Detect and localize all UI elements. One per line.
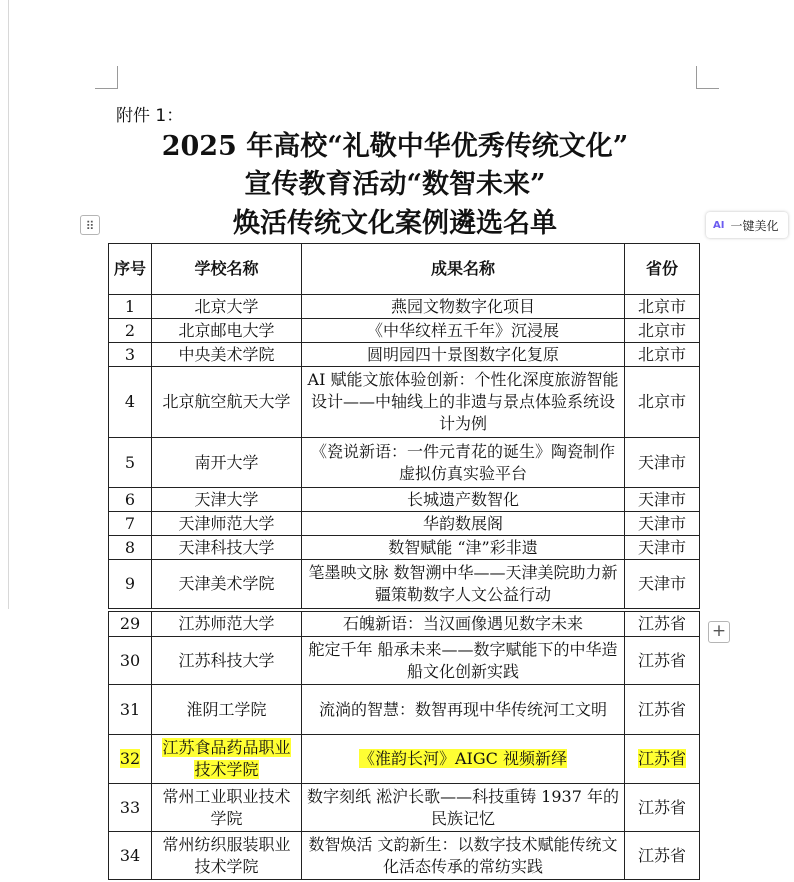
row-province: 天津市 [625, 536, 700, 560]
crop-mark-top-left [95, 66, 118, 89]
row-index: 33 [109, 784, 152, 832]
table-row [109, 343, 700, 367]
table-row [109, 488, 700, 512]
row-index: 2 [109, 319, 152, 343]
row-achievement: 笔墨映文脉 数智溯中华——天津美院助力新疆策勒数字人文公益行动 [302, 560, 625, 609]
header-achievement: 成果名称 [302, 244, 625, 295]
ai-icon: AI [713, 219, 725, 231]
attachment-label: 附件 1： [116, 106, 184, 126]
row-school [152, 735, 302, 784]
table-row [109, 295, 700, 319]
row-province: 北京市 [625, 343, 700, 367]
row-school: 北京大学 [152, 295, 302, 319]
table-row [109, 637, 700, 685]
row-achievement: 石魄新语：当汉画像遇见数字未来 [302, 612, 625, 637]
row-index: 6 [109, 488, 152, 512]
title-line-3: 焕活传统文化案例遴选名单 [233, 208, 557, 239]
table-row [109, 367, 700, 438]
row-province: 天津市 [625, 488, 700, 512]
table-row [109, 512, 700, 536]
beautify-label: 一键美化 [730, 218, 779, 233]
table-row [109, 832, 700, 880]
row-province: 江苏省 [625, 637, 700, 685]
row-achievement [302, 735, 625, 784]
row-index: 4 [109, 367, 152, 438]
row-province: 天津市 [625, 438, 700, 488]
row-achievement: 《瓷说新语：一件元青花的诞生》陶瓷制作虚拟仿真实验平台 [302, 438, 625, 488]
row-index: 3 [109, 343, 152, 367]
add-row-icon[interactable]: + [708, 621, 730, 643]
header-school: 学校名称 [152, 244, 302, 295]
row-school: 常州纺织服装职业技术学院 [152, 832, 302, 880]
highlighted-text: 江苏省 [637, 749, 686, 768]
row-index: 5 [109, 438, 152, 488]
row-province: 江苏省 [625, 832, 700, 880]
table-row-highlighted [109, 735, 700, 784]
row-province: 北京市 [625, 319, 700, 343]
one-click-beautify-button[interactable] [706, 212, 788, 238]
row-achievement: 圆明园四十景图数字化复原 [302, 343, 625, 367]
row-province: 江苏省 [625, 784, 700, 832]
row-province: 江苏省 [625, 612, 700, 637]
header-index: 序号 [109, 244, 152, 295]
table-row [109, 784, 700, 832]
page-left-edge [8, 0, 9, 610]
row-achievement: AI 赋能文旅体验创新：个性化深度旅游智能设计——中轴线上的非遗与景点体验系统设计为例 [302, 367, 625, 438]
row-province: 北京市 [625, 295, 700, 319]
row-achievement: 华韵数展阁 [302, 512, 625, 536]
row-province [625, 735, 700, 784]
table-header-row [109, 244, 700, 295]
row-index: 8 [109, 536, 152, 560]
row-school: 江苏师范大学 [152, 612, 302, 637]
header-province: 省份 [625, 244, 700, 295]
row-school: 淮阴工学院 [152, 685, 302, 735]
row-achievement: 燕园文物数字化项目 [302, 295, 625, 319]
case-list-table-top [108, 243, 700, 609]
table-row [109, 560, 700, 609]
row-school: 天津美术学院 [152, 560, 302, 609]
table-row [109, 536, 700, 560]
row-achievement: 长城遗产数智化 [302, 488, 625, 512]
row-school: 天津师范大学 [152, 512, 302, 536]
row-province: 北京市 [625, 367, 700, 438]
row-school: 中央美术学院 [152, 343, 302, 367]
highlighted-text: 32 [119, 749, 141, 768]
title-line-2: 宣传教育活动“数智未来” [244, 169, 546, 200]
row-index: 29 [109, 612, 152, 637]
row-index: 34 [109, 832, 152, 880]
row-school: 北京航空航天大学 [152, 367, 302, 438]
row-school: 江苏科技大学 [152, 637, 302, 685]
table-row [109, 612, 700, 637]
row-achievement: 数智焕活 文韵新生：以数字技术赋能传统文化活态传承的常纺实践 [302, 832, 625, 880]
row-province: 江苏省 [625, 685, 700, 735]
table-row [109, 685, 700, 735]
table-row [109, 319, 700, 343]
table-move-handle-icon[interactable]: ⠿ [80, 215, 100, 235]
row-achievement: 数智赋能 “津”彩非遗 [302, 536, 625, 560]
row-index: 1 [109, 295, 152, 319]
row-achievement: 数字刻纸 淞沪长歌——科技重铸 1937 年的民族记忆 [302, 784, 625, 832]
highlighted-text: 江苏食品药品职业技术学院 [162, 738, 291, 779]
row-province: 天津市 [625, 512, 700, 536]
row-achievement: 舵定千年 船承未来——数字赋能下的中华造船文化创新实践 [302, 637, 625, 685]
row-school: 常州工业职业技术学院 [152, 784, 302, 832]
crop-mark-top-right [696, 66, 719, 89]
row-school: 北京邮电大学 [152, 319, 302, 343]
highlighted-text: 《淮韵长河》AIGC 视频新绎 [359, 749, 567, 768]
row-school: 南开大学 [152, 438, 302, 488]
row-index: 7 [109, 512, 152, 536]
row-index: 31 [109, 685, 152, 735]
title-line-1: 2025 年高校“礼敬中华优秀传统文化” [161, 131, 629, 162]
row-school: 天津科技大学 [152, 536, 302, 560]
row-achievement: 流淌的智慧：数智再现中华传统河工文明 [302, 685, 625, 735]
row-index: 9 [109, 560, 152, 609]
row-index [109, 735, 152, 784]
row-achievement: 《中华纹样五千年》沉浸展 [302, 319, 625, 343]
row-province: 天津市 [625, 560, 700, 609]
row-school: 天津大学 [152, 488, 302, 512]
row-index: 30 [109, 637, 152, 685]
case-list-table-bottom [108, 611, 700, 880]
table-row [109, 438, 700, 488]
